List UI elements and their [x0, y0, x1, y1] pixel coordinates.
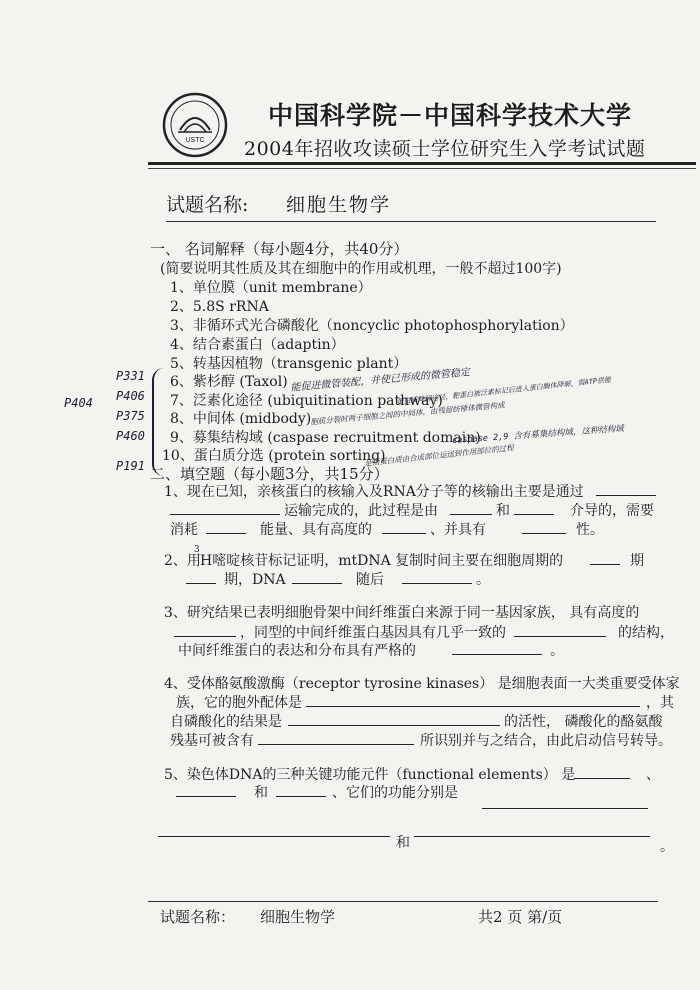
answer-blank[interactable]: [596, 481, 656, 496]
q2-superscript: 3: [194, 545, 200, 555]
term-item: 1、单位膜（unit membrane）: [170, 280, 372, 296]
q3-line1: 3、研究结果已表明细胞骨架中间纤维蛋白来源于同一基因家族， 具有高度的: [164, 605, 640, 621]
q1-line2b: 和: [496, 503, 510, 519]
section1-instruction: (简要说明其性质及其在细胞中的作用或机理，一般不超过100字): [160, 261, 562, 277]
ustc-logo: [162, 92, 228, 158]
q4-line3a: 自磷酸化的结果是: [170, 714, 282, 730]
margin-note: P331: [116, 369, 145, 383]
q3-line3a: 中间纤维蛋白的表达和分布具有严格的: [178, 643, 416, 659]
term-item: 8、中间体 (midbody): [170, 411, 312, 427]
answer-blank[interactable]: [174, 622, 236, 637]
q1-line3c: 、并具有: [430, 522, 486, 538]
logo-text: USTC: [185, 137, 205, 144]
university-title: 中国科学院－中国科学技术大学: [268, 101, 633, 130]
q3-line2b: 的结构，: [618, 625, 674, 641]
footer-pages: 共2 页 第/页: [478, 908, 563, 926]
annotation-brace: [152, 368, 168, 476]
header-rule-thin: [148, 168, 696, 169]
header-rule: [148, 162, 696, 165]
margin-note: P375: [116, 409, 145, 423]
q3-line2a: ，同型的中间纤维蛋白基因具有几乎一致的: [240, 625, 506, 641]
footer-subject: 细胞生物学: [260, 908, 336, 926]
q4-line2b: ，其: [646, 695, 674, 711]
answer-blank[interactable]: [414, 822, 650, 837]
answer-blank[interactable]: [276, 782, 326, 797]
subject-name: 细胞生物学: [286, 194, 392, 216]
q5-line2a: 和: [254, 785, 268, 801]
term-item: 2、5.8S rRNA: [170, 299, 269, 315]
q1-line3a: 消耗: [170, 522, 198, 538]
q5-line1b: 、: [646, 767, 660, 783]
footer-label: 试题名称：: [160, 908, 236, 926]
margin-note: P191: [116, 459, 145, 473]
q2-line2b: 随后: [356, 572, 384, 588]
term-item: 3、非循环式光合磷酸化（noncyclic photophosphorylation）: [170, 318, 574, 334]
q2-line1a: 2、用: [164, 553, 201, 569]
margin-note: P406: [116, 389, 145, 403]
handwritten-note: 是指蛋白质由合成部位运送到作用部位的过程: [363, 443, 515, 468]
q4-line3b: 的活性， 磷酸化的酪氨酸: [504, 714, 663, 730]
answer-blank[interactable]: [450, 500, 492, 515]
q4-line4b: 所识别并与之结合，由此启动信号转导。: [420, 733, 672, 749]
answer-blank[interactable]: [514, 622, 606, 637]
q1-line1: 1、现在已知，亲核蛋白的核输入及RNA分子等的核输出主要是通过: [164, 484, 584, 500]
q2-line1b: H嘧啶核苷标记证明，mtDNA 复制时间主要在细胞周期的: [200, 553, 564, 569]
term-item: 6、紫杉醇 (Taxol): [170, 374, 288, 390]
q4-line2a: 族，它的胞外配体是: [176, 695, 302, 711]
term-item: 4、结合素蛋白（adaptin）: [170, 337, 345, 353]
section1-title: 一、 名词解释（每小题4分，共40分）: [150, 240, 409, 258]
answer-blank[interactable]: [574, 764, 630, 779]
footer-rule: [148, 901, 658, 902]
answer-blank[interactable]: [452, 640, 542, 655]
subject-label: 试题名称:: [166, 194, 249, 216]
answer-blank[interactable]: [306, 692, 640, 707]
q5-line3b: 。: [660, 839, 674, 855]
handwritten-note: 蛋白质降解途径，靶蛋白被泛素标记后进入蛋白酶体降解，需ATP供能: [396, 375, 612, 407]
exam-title: 2004年招收攻读硕士学位研究生入学考试试题: [244, 138, 646, 160]
subject-underline: [166, 221, 656, 222]
q1-line2c: 介导的，需要: [570, 503, 654, 519]
q3-line3b: 。: [550, 643, 564, 659]
q2-line2a: 期，DNA: [224, 572, 286, 588]
answer-blank[interactable]: [522, 519, 566, 534]
term-item: 9、募集结构域 (caspase recruitment domain): [170, 430, 481, 446]
answer-blank[interactable]: [590, 550, 620, 565]
margin-note-left: P404: [64, 396, 93, 410]
answer-blank[interactable]: [206, 519, 246, 534]
handwritten-note: caspase 2,9 含有募集结构域，这种结构域: [451, 424, 625, 446]
q4-line1: 4、受体酪氨酸激酶（receptor tyrosine kinases） 是细胞表面一大类重要受体家: [164, 676, 680, 692]
answer-blank[interactable]: [292, 569, 342, 584]
margin-note: P460: [116, 429, 145, 443]
q2-line2c: 。: [476, 572, 490, 588]
q5-line2b: 、它们的功能分别是: [332, 785, 458, 801]
answer-blank[interactable]: [288, 711, 500, 726]
answer-blank[interactable]: [482, 794, 648, 809]
term-item: 5、转基因植物（transgenic plant）: [170, 356, 408, 372]
q1-line3b: 能量、具有高度的: [260, 522, 372, 538]
q5-line3a: 和: [396, 835, 410, 851]
q2-line1c: 期: [630, 553, 644, 569]
answer-blank[interactable]: [402, 569, 472, 584]
q1-line2a: 运输完成的，此过程是由: [284, 503, 438, 519]
answer-blank[interactable]: [514, 500, 554, 515]
term-item: 7、泛素化途径 (ubiquitination pathway): [170, 393, 443, 409]
q1-line3d: 性。: [576, 522, 604, 538]
answer-blank[interactable]: [170, 500, 280, 515]
answer-blank[interactable]: [176, 782, 236, 797]
q5-line1a: 5、染色体DNA的三种关键功能元件（functional elements） 是: [164, 767, 576, 783]
answer-blank[interactable]: [258, 730, 414, 745]
section2-title: 二、填空题（每小题3分，共15分）: [150, 465, 389, 483]
handwritten-note: 胞质分裂时两子细胞之间的中间体，由残留纺锤体微管构成: [309, 400, 506, 427]
answer-blank[interactable]: [158, 822, 390, 837]
handwritten-note: 能促进微管装配，并使已形成的微管稳定: [290, 367, 471, 394]
answer-blank[interactable]: [382, 519, 426, 534]
term-item: 10、蛋白质分选 (protein sorting): [162, 448, 386, 464]
answer-blank[interactable]: [186, 569, 216, 584]
q4-line4a: 残基可被含有: [170, 733, 254, 749]
